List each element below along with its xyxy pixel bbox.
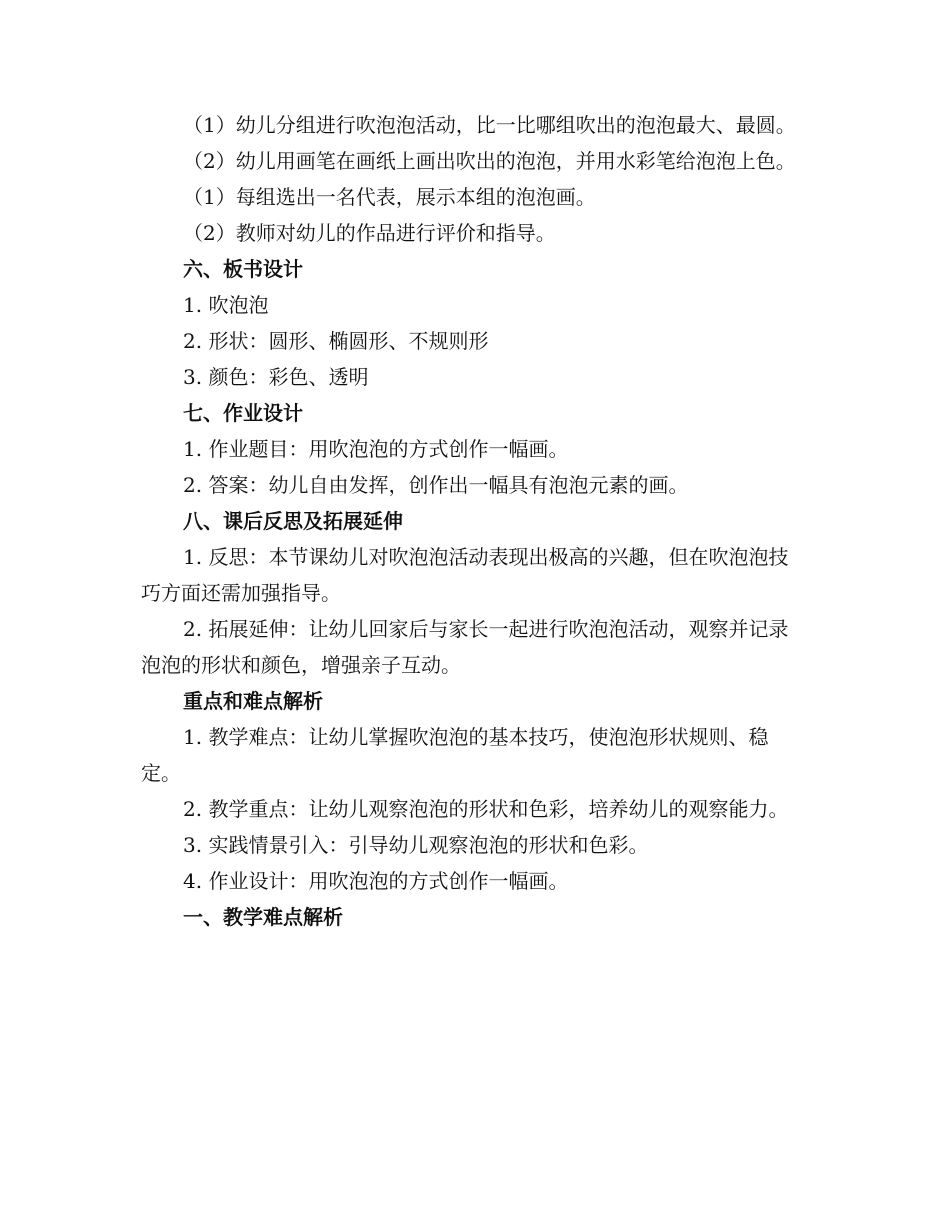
paragraph: （1）幼儿分组进行吹泡泡活动，比一比哪组吹出的泡泡最大、最圆。	[183, 113, 796, 137]
list-item: 3. 实践情景引入：引导幼儿观察泡泡的形状和色彩。	[183, 833, 649, 857]
section-heading: 七、作业设计	[183, 401, 303, 425]
list-item: 1. 反思：本节课幼儿对吹泡泡活动表现出极高的兴趣，但在吹泡泡技巧方面还需加强指导。	[141, 545, 789, 605]
section-heading: 重点和难点解析	[183, 689, 323, 713]
list-item: 2. 答案：幼儿自由发挥，创作出一幅具有泡泡元素的画。	[183, 473, 689, 497]
list-item: 3. 颜色：彩色、透明	[183, 365, 369, 389]
paragraph: （2）幼儿用画笔在画纸上画出吹出的泡泡，并用水彩笔给泡泡上色。	[183, 149, 796, 173]
list-item: 2. 教学重点：让幼儿观察泡泡的形状和色彩，培养幼儿的观察能力。	[183, 797, 789, 821]
section-heading: 八、课后反思及拓展延伸	[183, 509, 403, 533]
list-item: 1. 作业题目：用吹泡泡的方式创作一幅画。	[183, 437, 569, 461]
document-page	[141, 107, 805, 935]
paragraph: （1）每组选出一名代表，展示本组的泡泡画。	[183, 185, 596, 209]
section-heading: 六、板书设计	[183, 257, 303, 281]
list-item: 1. 教学难点：让幼儿掌握吹泡泡的基本技巧，使泡泡形状规则、稳定。	[141, 725, 769, 785]
section-heading: 一、教学难点解析	[183, 905, 343, 929]
paragraph: （2）教师对幼儿的作品进行评价和指导。	[183, 221, 556, 245]
list-item: 1. 吹泡泡	[183, 293, 269, 317]
list-item: 2. 形状：圆形、椭圆形、不规则形	[183, 329, 489, 353]
list-item: 4. 作业设计：用吹泡泡的方式创作一幅画。	[183, 869, 569, 893]
list-item: 2. 拓展延伸：让幼儿回家后与家长一起进行吹泡泡活动，观察并记录泡泡的形状和颜色，增强亲子互动。	[141, 617, 789, 677]
